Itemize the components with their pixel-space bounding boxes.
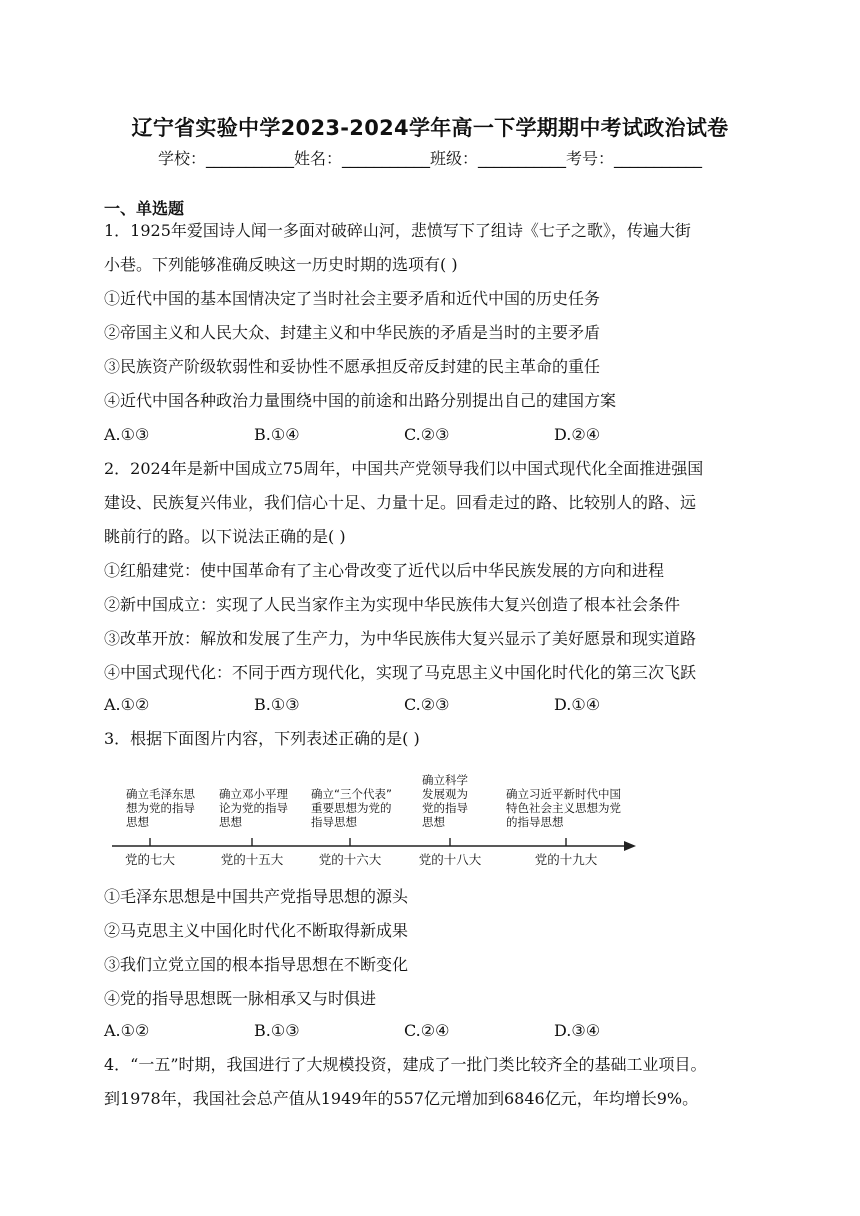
q1-statement: ①近代中国的基本国情决定了当时社会主要矛盾和近代中国的历史任务 [104,289,601,308]
q3-statement: ②马克思主义中国化时代化不断取得新成果 [104,921,409,940]
timeline-figure [104,760,644,872]
q1-statement: ③民族资产阶级软弱性和妥协性不愿承担反帝反封建的民主革命的重任 [104,357,601,376]
q3-statement: ④党的指导思想既一脉相承又与时俱进 [104,989,377,1008]
q3-option-b[interactable]: B.①③ [254,1021,300,1040]
timeline-event-text: 的指导思想 [506,815,564,829]
timeline-event-text: 指导思想 [311,815,357,829]
q4-line: 到1978年，我国社会总产值从1949年的557亿元增加到6846亿元，年均增长9%。 [104,1089,699,1108]
timeline-event-text: 确立习近平新时代中国 [506,787,621,801]
timeline-event-text: 确立毛泽东思 [126,787,195,801]
timeline-event-text: 重要思想为党的 [311,801,392,815]
timeline-congress-label: 党的十八大 [418,852,482,867]
q1-statement: ④近代中国各种政治力量围绕中国的前途和出路分别提出自己的建国方案 [104,391,617,410]
exam-title: 辽宁省实验中学2023-2024学年高一下学期期中考试政治试卷 [131,116,729,140]
q3-statement: ①毛泽东思想是中国共产党指导思想的源头 [104,887,409,906]
timeline-event-text: 思想 [219,815,242,829]
q1-line: 小巷。下列能够准确反映这一历史时期的选项有( ) [104,255,458,274]
timeline-event-text: 特色社会主义思想为党 [506,801,621,815]
student-info-line: 学校：___________姓名：___________班级：___________考号：___________ [157,149,702,168]
timeline-event-text: 想为党的指导 [126,801,195,815]
q2-option-c[interactable]: C.②③ [404,695,450,714]
q3-option-d[interactable]: D.③④ [554,1021,601,1040]
q3-line: 3．根据下面图片内容，下列表述正确的是( ) [104,729,420,748]
q2-line: 建设、民族复兴伟业，我们信心十足、力量十足。回看走过的路、比较别人的路、远 [104,493,697,512]
q2-options [104,694,754,716]
q2-statement: ③改革开放：解放和发展了生产力，为中华民族伟大复兴显示了美好愿景和现实道路 [104,629,697,648]
q3-options [104,1020,754,1042]
q2-option-b[interactable]: B.①③ [254,695,300,714]
timeline-event-text: 确立邓小平理 [219,787,288,801]
timeline-event-text: 论为党的指导 [219,801,288,815]
timeline-event-text: 确立“三个代表” [311,787,392,801]
q4-line: 4．“一五”时期，我国进行了大规模投资，建成了一批门类比较齐全的基础工业项目。 [104,1055,707,1074]
section-heading: 一、单选题 [104,199,185,218]
q1-option-d[interactable]: D.②④ [554,425,601,444]
q1-line: 1．1925年爱国诗人闻一多面对破碎山河，悲愤写下了组诗《七子之歌》，传遍大街 [104,221,691,240]
q2-statement: ②新中国成立：实现了人民当家作主为实现中华民族伟大复兴创造了根本社会条件 [104,595,681,614]
q1-option-a[interactable]: A.①③ [104,425,150,444]
q2-statement: ①红船建党：使中国革命有了主心骨改变了近代以后中华民族发展的方向和进程 [104,561,665,580]
q1-option-c[interactable]: C.②③ [404,425,450,444]
timeline-congress-label: 党的十六大 [318,852,382,867]
timeline-arrow-icon [624,841,636,851]
q2-option-d[interactable]: D.①④ [554,695,601,714]
timeline-congress-label: 党的七大 [124,852,176,867]
timeline-event-text: 思想 [422,815,445,829]
q3-option-a[interactable]: A.①② [104,1021,150,1040]
timeline-event-text: 党的指导 [422,801,468,815]
q1-option-b[interactable]: B.①④ [254,425,300,444]
timeline-event-text: 发展观为 [422,787,468,801]
q2-option-a[interactable]: A.①② [104,695,150,714]
q3-statement: ③我们立党立国的根本指导思想在不断变化 [104,955,409,974]
q2-line: 2．2024年是新中国成立75周年，中国共产党领导我们以中国式现代化全面推进强国 [104,459,704,478]
timeline-event-text: 确立科学 [422,773,468,787]
q2-statement: ④中国式现代化：不同于西方现代化，实现了马克思主义中国化时代化的第三次飞跃 [104,663,697,682]
q1-options [104,424,754,446]
timeline-congress-label: 党的十九大 [534,852,598,867]
timeline-event-text: 思想 [126,815,149,829]
q3-option-c[interactable]: C.②④ [404,1021,450,1040]
q2-line: 眺前行的路。以下说法正确的是( ) [104,527,346,546]
guiding-thought-timeline [104,760,644,872]
timeline-congress-label: 党的十五大 [220,852,284,867]
q1-statement: ②帝国主义和人民大众、封建主义和中华民族的矛盾是当时的主要矛盾 [104,323,601,342]
